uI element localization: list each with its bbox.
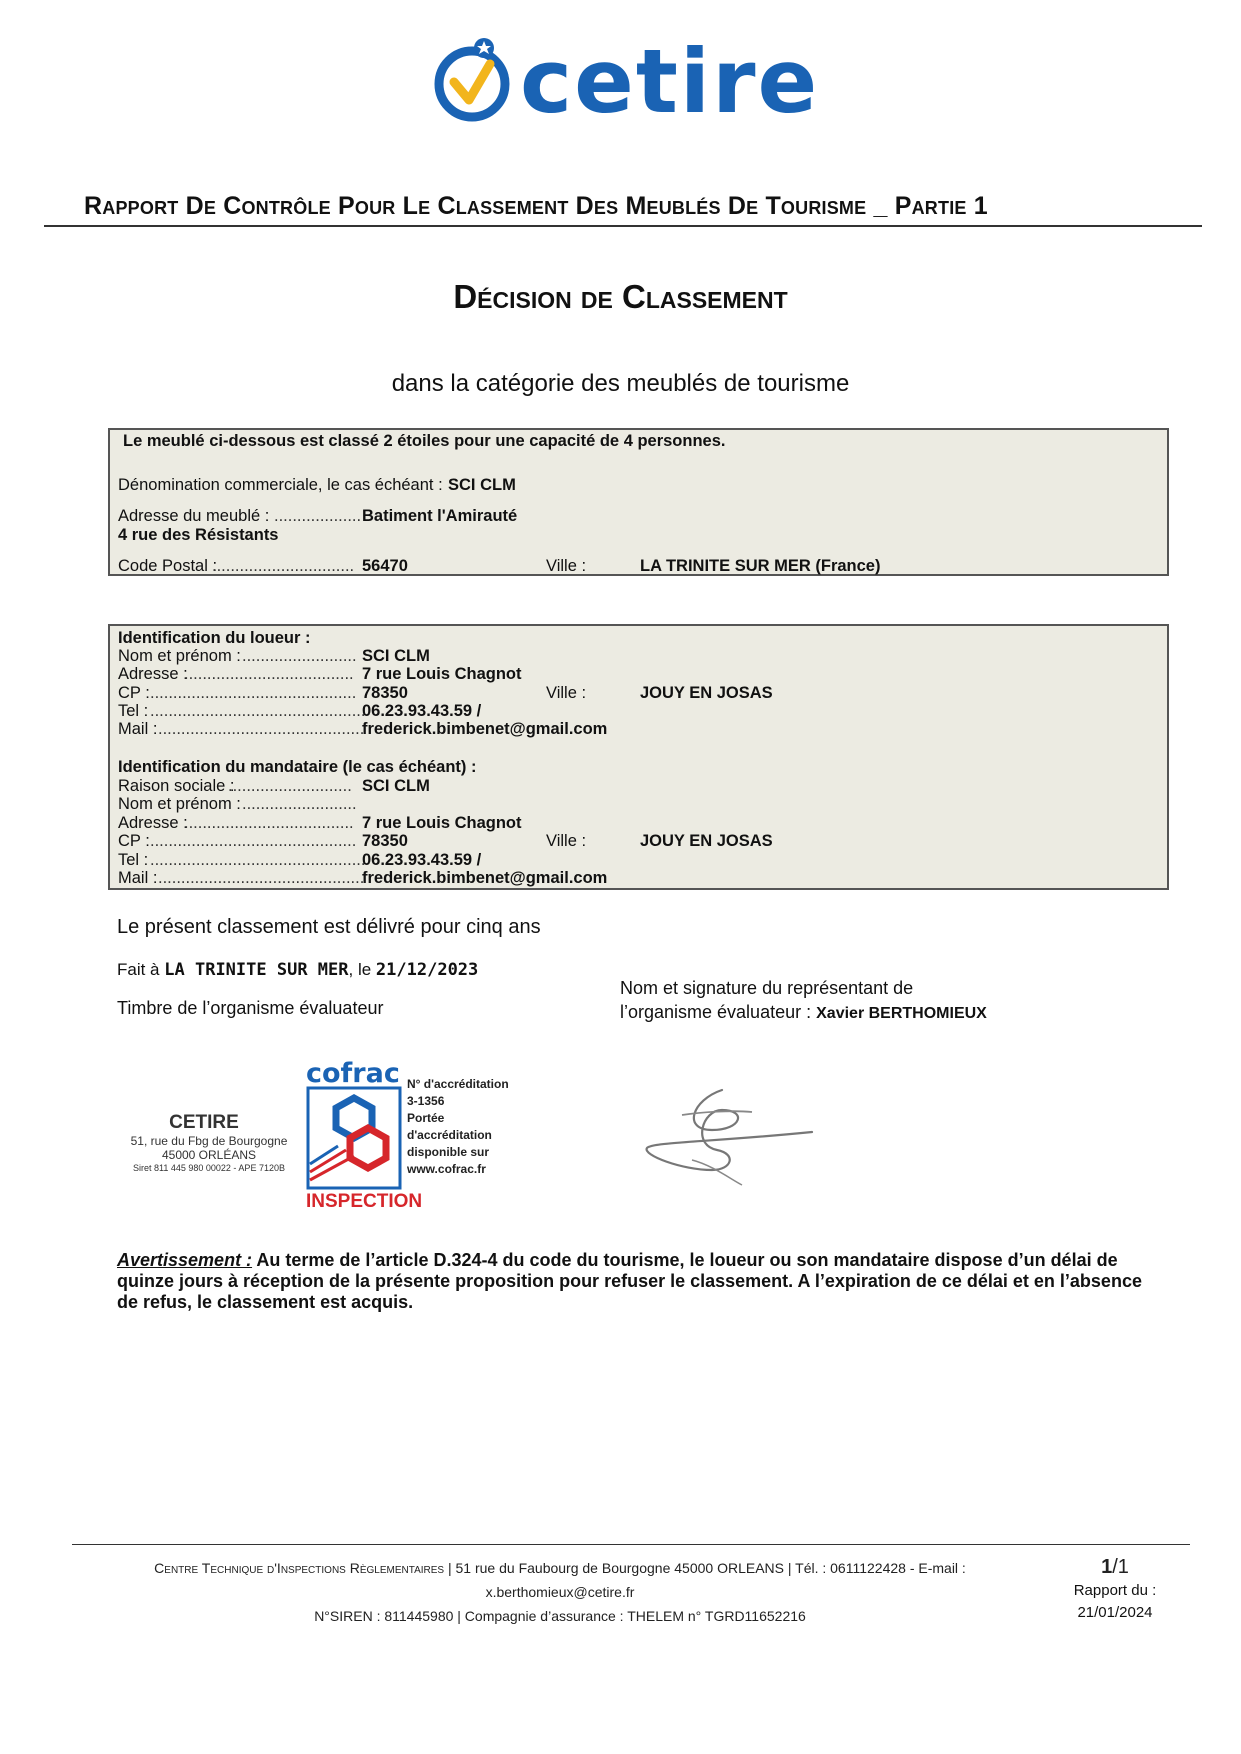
footer-divider [72, 1544, 1190, 1545]
address-label: Adresse du meublé : [118, 507, 270, 525]
lessor-tel-value: 06.23.93.43.59 / [362, 702, 482, 720]
signature-label-line1: Nom et signature du représentant de [620, 978, 914, 998]
trade-name-value: SCI CLM [448, 476, 516, 494]
report-date-label: Rapport du : [1073, 1582, 1157, 1599]
postal-code-leader: ............................... [212, 557, 355, 575]
cofrac-emblem-icon [306, 1058, 423, 1212]
agent-tel-leader: ............................................... [150, 851, 366, 869]
footer-org: Centre Technique d'Inspections Règlementaires [154, 1560, 445, 1576]
cofrac-line4: d'accréditation [407, 1128, 492, 1142]
lessor-mail-label: Mail : [118, 720, 158, 738]
postal-code-label: Code Postal : [118, 557, 218, 575]
lessor-heading: Identification du loueur : [118, 629, 311, 647]
warning-paragraph [117, 1250, 1162, 1313]
cofrac-label-text: INSPECTION [306, 1191, 423, 1212]
cofrac-line1: N° d'accréditation [407, 1077, 509, 1091]
lessor-name-value: SCI CLM [362, 647, 430, 665]
signature-label-text: l’organisme évaluateur : [620, 1002, 812, 1022]
stamp-city: 45000 ORLÉANS [161, 1148, 257, 1162]
stamp-siret: Siret 811 445 980 00022 - APE 7120B [133, 1163, 285, 1173]
made-at-prefix: Fait à [117, 960, 160, 979]
lessor-cp-label: CP : [118, 684, 150, 702]
lessor-cp-leader: ............................................. [150, 684, 357, 702]
agent-address-label: Adresse : [118, 814, 188, 832]
lessor-mail-value: frederick.bimbenet@gmail.com [362, 720, 608, 738]
made-at-line [117, 960, 478, 980]
lessor-tel-label: Tel : [118, 702, 149, 720]
stamp-name: CETIRE [169, 1112, 239, 1133]
signature-label-line2 [620, 1002, 987, 1023]
made-at-sep: , le [348, 960, 372, 979]
cofrac-line3: Portée [407, 1111, 445, 1125]
report-title: Rapport De Contrôle Pour Le Classement Des Meublés De Tourisme _ Partie 1 [84, 192, 988, 220]
stamp-street: 51, rue du Fbg de Bourgogne [130, 1134, 288, 1148]
organisation-stamp [124, 1112, 294, 1192]
handwritten-signature [622, 1070, 822, 1200]
address-leader: ................... [274, 507, 362, 525]
address-line2: 4 rue des Résistants [118, 526, 279, 544]
lessor-cp-value: 78350 [362, 684, 408, 702]
agent-mail-value: frederick.bimbenet@gmail.com [362, 869, 608, 887]
report-date: 21/01/2024 [1077, 1604, 1153, 1621]
made-at-place: LA TRINITE SUR MER [164, 960, 349, 980]
cofrac-brand-text: cofrac [306, 1058, 400, 1089]
page-total: /1 [1112, 1556, 1129, 1578]
classification-sentence: Le meublé ci-dessous est classé 2 étoiles pour une capacité de 4 personnes. [123, 432, 726, 450]
cofrac-accreditation-text [407, 1076, 509, 1178]
lessor-mail-leader: ............................................. [158, 720, 365, 738]
postal-code-value: 56470 [362, 557, 408, 575]
lessor-tel-leader: ............................................... [150, 702, 366, 720]
made-at-date: 21/12/2023 [375, 960, 479, 980]
lessor-name-label: Nom et prénom : [118, 647, 241, 665]
agent-city-value: JOUY EN JOSAS [640, 832, 773, 850]
signatory-name: Xavier BERTHOMIEUX [816, 1005, 987, 1022]
lessor-city-value: JOUY EN JOSAS [640, 684, 773, 702]
lessor-address-leader: ..................................... [184, 665, 354, 683]
agent-company-value: SCI CLM [362, 777, 430, 795]
lessor-address-label: Adresse : [118, 665, 188, 683]
cetire-logo-mark-icon [432, 38, 520, 128]
warning-lead: Avertissement : [117, 1250, 253, 1270]
cofrac-line6: www.cofrac.fr [407, 1162, 486, 1176]
cetire-logo-text: cetire [520, 30, 820, 133]
agent-city-label: Ville : [546, 832, 587, 850]
agent-cp-label: CP : [118, 832, 150, 850]
city-value: LA TRINITE SUR MER (France) [640, 557, 881, 575]
cetire-logo [432, 30, 820, 133]
validity-text: Le présent classement est délivré pour cinq ans [117, 916, 541, 938]
agent-company-label: Raison sociale : [118, 777, 235, 795]
page-current: 1 [1101, 1556, 1113, 1578]
cofrac-logo [306, 1058, 423, 1212]
title-divider [44, 225, 1202, 227]
cofrac-line5: disponible sur [407, 1145, 490, 1159]
trade-name-label: Dénomination commerciale, le cas échéant : [118, 476, 443, 494]
footer-email: x.berthomieux@cetire.fr [485, 1584, 635, 1600]
lessor-address-value: 7 rue Louis Chagnot [362, 665, 522, 683]
stamp-label: Timbre de l’organisme évaluateur [117, 998, 384, 1018]
agent-name-leader: ......................... [242, 795, 357, 813]
agent-tel-label: Tel : [118, 851, 149, 869]
city-label: Ville : [546, 557, 587, 575]
decision-subtitle: dans la catégorie des meublés de tourisme [391, 370, 850, 397]
lessor-name-leader: ......................... [242, 647, 357, 665]
agent-cp-value: 78350 [362, 832, 408, 850]
agent-heading: Identification du mandataire (le cas échéant) : [118, 758, 477, 776]
cofrac-line2: 3-1356 [407, 1094, 445, 1108]
property-box [108, 428, 1169, 576]
agent-name-label: Nom et prénom : [118, 795, 241, 813]
lessor-city-label: Ville : [546, 684, 587, 702]
agent-company-leader: ........................... [228, 777, 352, 795]
agent-mail-label: Mail : [118, 869, 158, 887]
decision-title: Décision de Classement [453, 278, 788, 315]
agent-address-value: 7 rue Louis Chagnot [362, 814, 522, 832]
agent-mail-leader: ............................................. [158, 869, 365, 887]
agent-tel-value: 06.23.93.43.59 / [362, 851, 482, 869]
page-number [1060, 1556, 1170, 1579]
address-line1: Batiment l'Amirauté [362, 507, 518, 525]
footer-text [110, 1556, 1010, 1628]
footer-line1: | 51 rue du Faubourg de Bourgogne 45000 ORLEANS | Tél. : 0611122428 - E-mail : [444, 1560, 966, 1576]
agent-address-leader: ..................................... [184, 814, 354, 832]
warning-text: Au terme de l’article D.324-4 du code du tourisme, le loueur ou son mandataire dispose d’un délai de quinze jours à réception de la présente proposition pour refuser le classement. A l’expiration de ce délai et en l’absence de refus, le classement est acquis. [117, 1250, 1142, 1312]
agent-cp-leader: ............................................. [150, 832, 357, 850]
footer-line3: N°SIREN : 811445980 | Compagnie d’assurance : THELEM n° TGRD11652216 [314, 1608, 806, 1624]
identification-box [108, 624, 1169, 890]
